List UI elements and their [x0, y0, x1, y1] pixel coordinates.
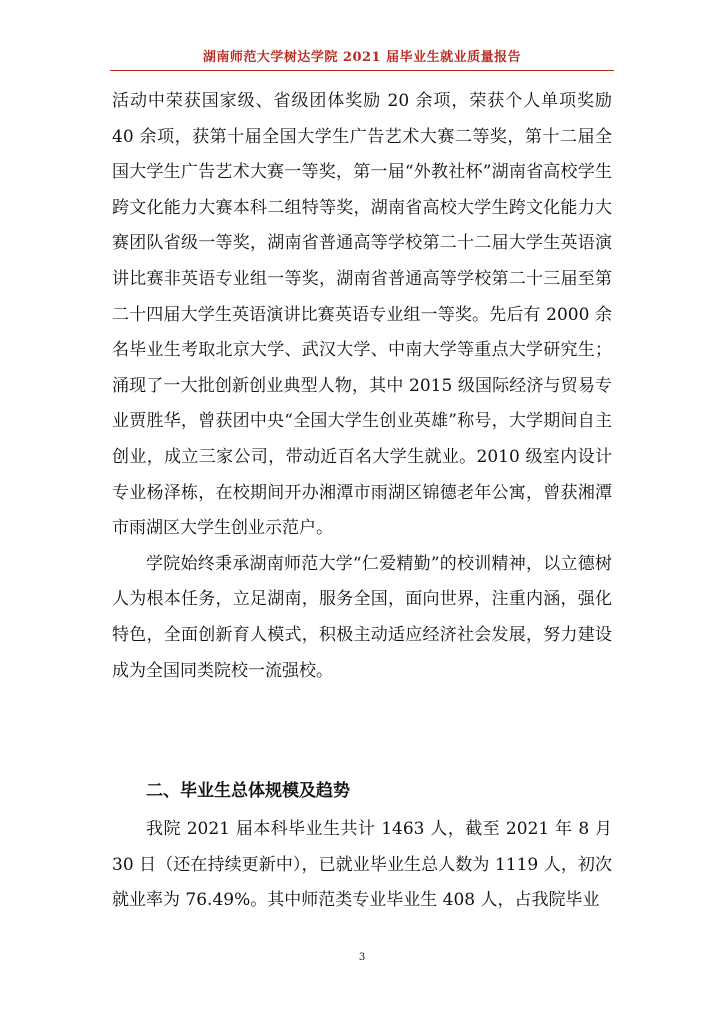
page-number: 3 [358, 952, 366, 963]
paragraph-graduate-stats: 我院 2021 届本科毕业生共计 1463 人，截至 2021 年 8 月 30 日（还在持续更新中），已就业毕业生总人数为 1119 人，初次就业率为 76.49%。其中师范类专业毕业生 408 人，占我院毕业 [112, 819, 612, 911]
section-body [112, 812, 612, 919]
paragraph-achievements: 活动中荣获国家级、省级团体奖励 20 余项，荣获个人单项奖励 40 余项，获第十届全国大学生广告艺术大赛二等奖，第十二届全国大学生广告艺术大赛一等奖，第一届“外教社杯”湖南省高校学生跨文化能力大赛本科二组特等奖，湖南省高校大学生跨文化能力大赛团队省级一等奖，湖南省普通高等学校第二十二届大学生英语演讲比赛非英语专业组一等奖，湖南省普通高等学校第二十三届至第二十四届大学生英语演讲比赛英语专业组一等奖。先后有 2000 余名毕业生考取北京大学、武汉大学、中南大学等重点大学研究生；涌现了一大批创新创业典型人物，其中 2015 级国际经济与贸易专业贾胜华，曾获团中央“全国大学生创业英雄”称号，大学期间自主创业，成立三家公司，带动近百名大学生就业。2010 级室内设计专业杨泽栋，在校期间开办湘潭市雨湖区锦德老年公寓，曾获湘潭市雨湖区大学生创业示范户。 [112, 91, 612, 539]
report-header-title: 湖南师范大学树达学院 2021 届毕业生就业质量报告 [202, 50, 522, 65]
header-divider [110, 70, 614, 71]
body-paragraphs [112, 84, 612, 689]
section-heading: 二、毕业生总体规模及趋势 [146, 781, 350, 801]
paragraph-mission: 学院始终秉承湖南师范大学“仁爱精勤”的校训精神，以立德树人为根本任务，立足湖南，服务全国，面向世界，注重内涵，强化特色，全面创新育人模式，积极主动适应经济社会发展，努力建设成为全国同类院校一流强校。 [112, 553, 612, 681]
